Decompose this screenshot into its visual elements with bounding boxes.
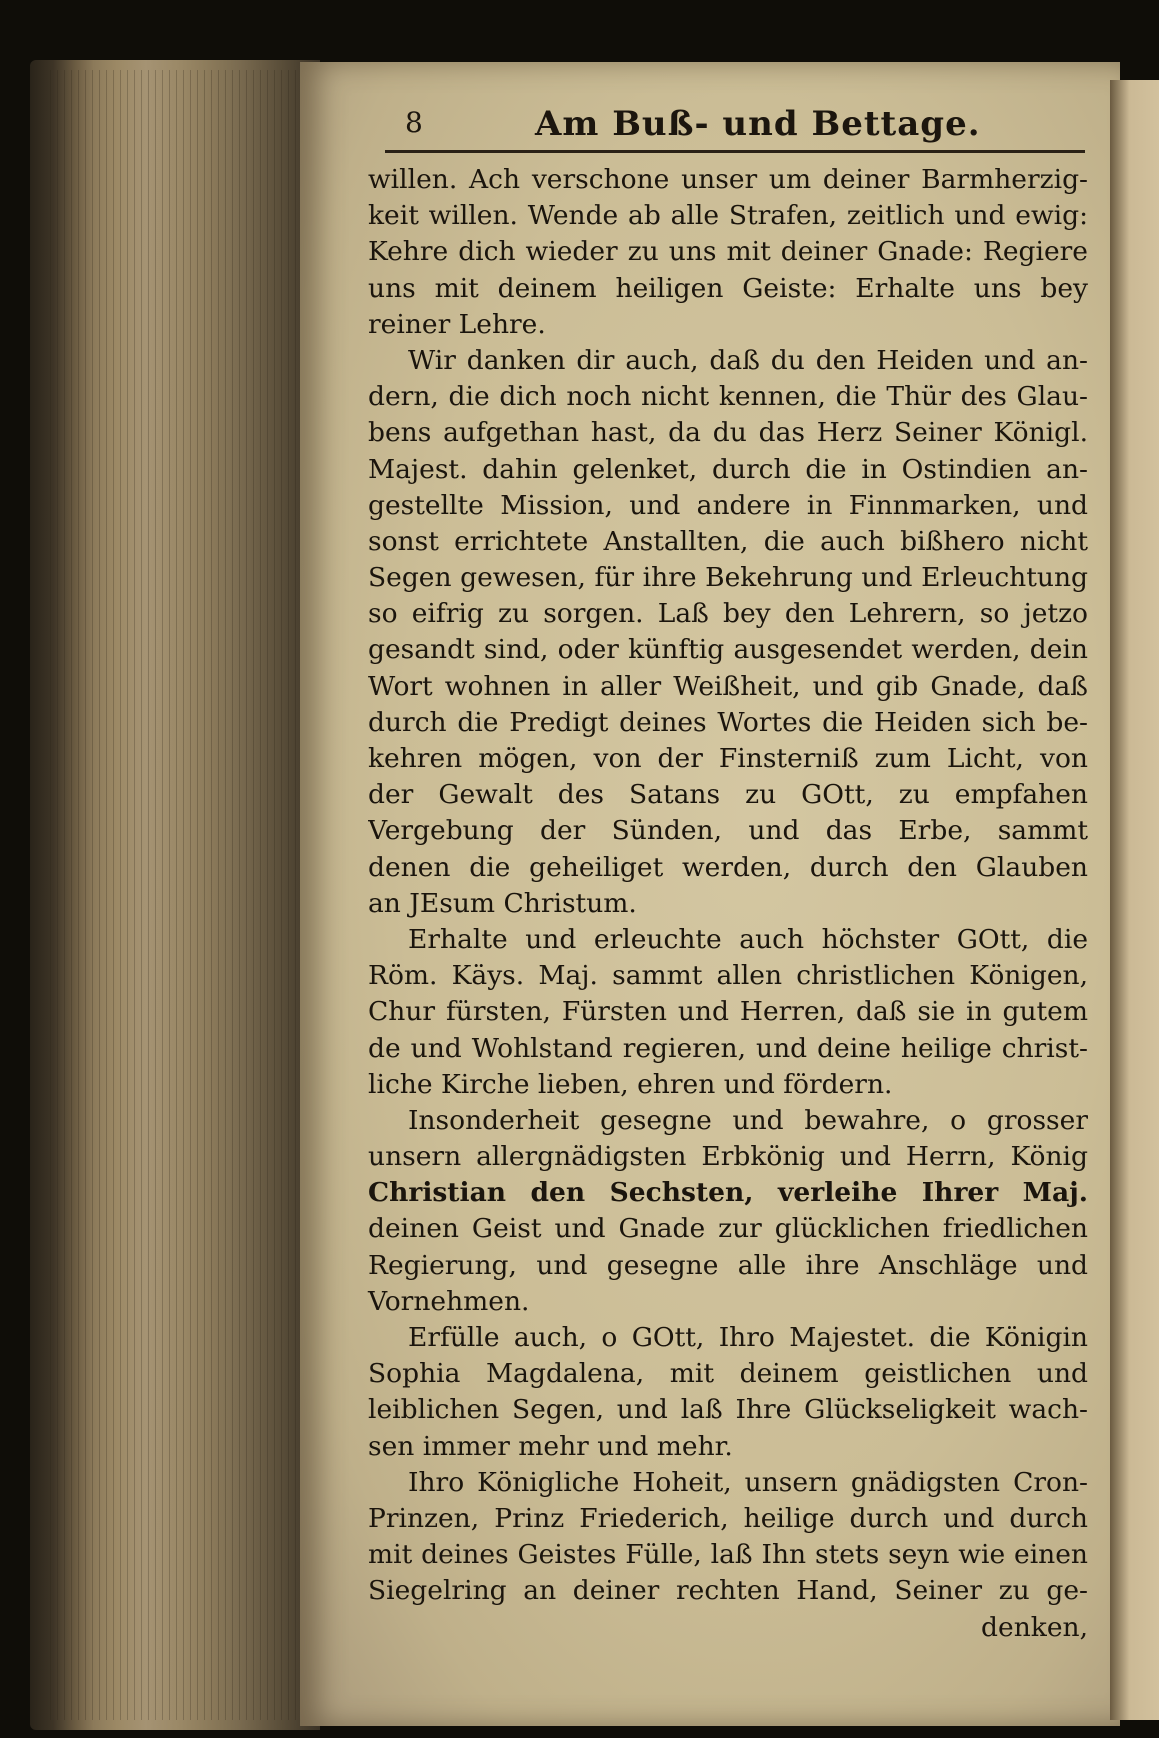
text-line: Segen gewesen, für ihre Bekehrung und Erleuchtung (368, 562, 1088, 594)
text-line: Wort wohnen in aller Weißheit, und gib Gnade, daß (368, 670, 1088, 702)
body-text (368, 162, 1088, 1646)
text-line: de und Wohlstand regieren, und deine heilige christ- (368, 1032, 1088, 1064)
catchword: denken, (981, 1611, 1088, 1643)
text-line: Röm. Käys. Maj. sammt allen christlichen Königen, (368, 960, 1088, 992)
text-line: gestellte Mission, und andere in Finnmarken, und (368, 489, 1088, 521)
page-edges-texture (50, 70, 300, 1720)
text-line: reiner Lehre. (368, 308, 546, 340)
text-line: an JEsum Christum. (368, 887, 637, 919)
text-line: sonst errichtete Anstallten, die auch bißhero nicht (368, 525, 1088, 557)
text-line: so eifrig zu sorgen. Laß bey den Lehrern, so jetzo (368, 598, 1088, 630)
text-line: Prinzen, Prinz Friederich, heilige durch und durch (368, 1502, 1088, 1534)
text-line: leiblichen Segen, und laß Ihre Glückseligkeit wach- (368, 1394, 1088, 1426)
text-line: Majest. dahin gelenket, durch die in Ostindien an- (368, 453, 1088, 485)
paragraph-start-line: Insonderheit gesegne und bewahre, o grosser (408, 1104, 1088, 1136)
text-line: Christian den Sechsten, verleihe Ihrer Maj. (368, 1177, 1088, 1209)
text-line: Vornehmen. (368, 1285, 530, 1317)
text-line: Kehre dich wieder zu uns mit deiner Gnade: Regiere (368, 236, 1088, 268)
paragraph-start-line: Erhalte und erleuchte auch höchster GOtt, die (408, 923, 1088, 955)
text-line: dern, die dich noch nicht kennen, die Thür des Glau- (368, 381, 1088, 413)
text-line: durch die Predigt deines Wortes die Heiden sich be- (368, 706, 1088, 738)
text-line: mit deines Geistes Fülle, laß Ihn stets seyn wie einen (368, 1539, 1088, 1571)
text-line: bens aufgethan hast, da du das Herz Seiner Königl. (368, 417, 1088, 449)
text-line: Vergebung der Sünden, und das Erbe, sammt (368, 815, 1088, 847)
running-head: Am Buß- und Bettage. (535, 104, 981, 144)
paragraph-start-line: Wir danken dir auch, daß du den Heiden und an- (408, 344, 1088, 376)
text-line: deinen Geist und Gnade zur glücklichen friedlichen (368, 1213, 1088, 1245)
text-line: Regierung, und gesegne alle ihre Anschläge und (368, 1249, 1088, 1281)
text-line: liche Kirche lieben, ehren und fördern. (368, 1068, 893, 1100)
page-number: 8 (405, 106, 423, 139)
text-line: kehren mögen, von der Finsterniß zum Licht, von (368, 743, 1088, 774)
text-line: Siegelring an deiner rechten Hand, Seiner zu ge- (368, 1575, 1088, 1607)
text-line: gesandt sind, oder künftig ausgesendet werden, dein (368, 634, 1088, 666)
text-line: denen die geheiliget werden, durch den Glauben (368, 851, 1088, 883)
text-line: unsern allergnädigsten Erbkönig und Herrn, König (368, 1141, 1088, 1173)
paragraph-start-line: Erfülle auch, o GOtt, Ihro Majestet. die Königin (408, 1322, 1088, 1353)
paragraph-start-line: Ihro Königliche Hoheit, unsern gnädigsten Cron- (408, 1466, 1088, 1498)
text-line: uns mit deinem heiligen Geiste: Erhalte uns bey (368, 272, 1088, 304)
text-line: der Gewalt des Satans zu GOtt, zu empfahen (368, 779, 1088, 811)
text-line: keit willen. Wende ab alle Strafen, zeitlich und ewig: (368, 200, 1088, 232)
text-line: Chur fürsten, Fürsten und Herren, daß sie in gutem (368, 996, 1088, 1028)
page-header (405, 102, 1125, 154)
facing-page-edge (1110, 80, 1159, 1720)
text-line: willen. Ach verschone unser um deiner Barmherzig- (368, 164, 1088, 195)
header-rule (385, 150, 1085, 153)
text-line: Sophia Magdalena, mit deinem geistlichen und (368, 1358, 1088, 1390)
text-line: sen immer mehr und mehr. (368, 1430, 733, 1462)
